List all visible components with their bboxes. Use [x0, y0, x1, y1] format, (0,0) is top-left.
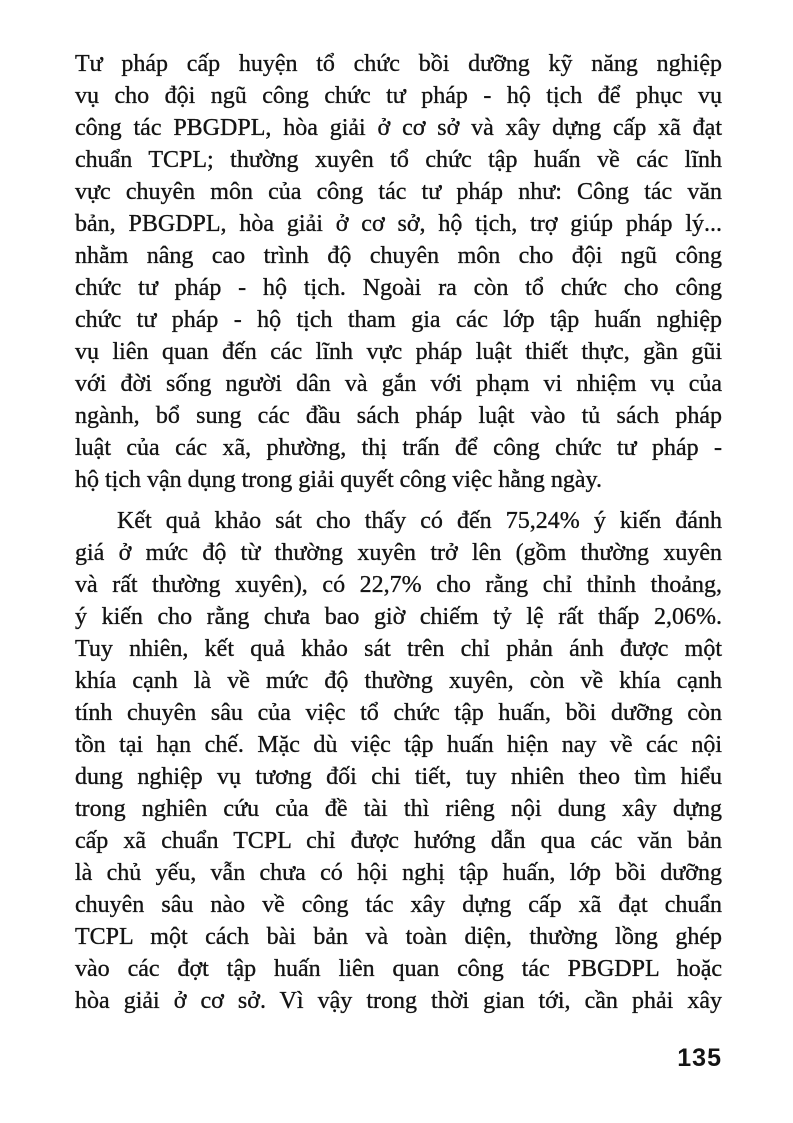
- text-line: với đời sống người dân và gắn với phạm vi nhiệm vụ của: [75, 371, 722, 397]
- text-line: chuyên sâu nào về công tác xây dựng cấp xã đạt chuẩn: [75, 892, 722, 918]
- text-line: hòa giải ở cơ sở. Vì vậy trong thời gian tới, cần phải xây: [75, 988, 722, 1014]
- text-line: nhằm nâng cao trình độ chuyên môn cho đội ngũ công: [75, 243, 722, 269]
- text-line: bản, PBGDPL, hòa giải ở cơ sở, hộ tịch, trợ giúp pháp lý...: [75, 211, 722, 237]
- text-line: ý kiến cho rằng chưa bao giờ chiếm tỷ lệ rất thấp 2,06%.: [75, 604, 722, 630]
- text-line: Tư pháp cấp huyện tổ chức bồi dưỡng kỹ năng nghiệp: [75, 51, 722, 77]
- text-line: vụ liên quan đến các lĩnh vực pháp luật thiết thực, gần gũi: [75, 339, 722, 365]
- text-line: khía cạnh là về mức độ thường xuyên, còn về khía cạnh: [75, 668, 722, 694]
- text-line: hộ tịch vận dụng trong giải quyết công việc hằng ngày.: [75, 467, 602, 493]
- paragraph: [75, 505, 722, 1017]
- text-line: chuẩn TCPL; thường xuyên tổ chức tập huấn về các lĩnh: [75, 147, 722, 173]
- text-line: ngành, bổ sung các đầu sách pháp luật vào tủ sách pháp: [75, 403, 722, 429]
- text-line: giá ở mức độ từ thường xuyên trở lên (gồm thường xuyên: [75, 540, 722, 566]
- text-line: trong nghiên cứu của đề tài thì riêng nội dung xây dựng: [75, 796, 722, 822]
- paragraph: [75, 48, 722, 496]
- text-line: vực chuyên môn của công tác tư pháp như: Công tác văn: [75, 179, 722, 205]
- page-number: 135: [677, 1044, 722, 1072]
- text-line: chức tư pháp - hộ tịch. Ngoài ra còn tổ chức cho công: [75, 275, 722, 301]
- text-line: vụ cho đội ngũ công chức tư pháp - hộ tịch để phục vụ: [75, 83, 722, 109]
- text-line: tồn tại hạn chế. Mặc dù việc tập huấn hiện nay về các nội: [75, 732, 722, 758]
- text-line: tính chuyên sâu của việc tổ chức tập huấn, bồi dưỡng còn: [75, 700, 722, 726]
- text-line: công tác PBGDPL, hòa giải ở cơ sở và xây dựng cấp xã đạt: [75, 115, 722, 141]
- body-text-block: [75, 48, 722, 1017]
- text-line: và rất thường xuyên), có 22,7% cho rằng chỉ thỉnh thoảng,: [75, 572, 722, 598]
- text-line: cấp xã chuẩn TCPL chỉ được hướng dẫn qua các văn bản: [75, 828, 722, 854]
- text-line: luật của các xã, phường, thị trấn để công chức tư pháp -: [75, 435, 722, 461]
- text-line: là chủ yếu, vẫn chưa có hội nghị tập huấn, lớp bồi dưỡng: [75, 860, 722, 886]
- text-line: chức tư pháp - hộ tịch tham gia các lớp tập huấn nghiệp: [75, 307, 722, 333]
- text-line: vào các đợt tập huấn liên quan công tác PBGDPL hoặc: [75, 956, 722, 982]
- text-line: Kết quả khảo sát cho thấy có đến 75,24% ý kiến đánh: [117, 508, 722, 534]
- text-line: dung nghiệp vụ tương đối chi tiết, tuy nhiên theo tìm hiểu: [75, 764, 722, 790]
- text-line: Tuy nhiên, kết quả khảo sát trên chỉ phản ánh được một: [75, 636, 722, 662]
- text-line: TCPL một cách bài bản và toàn diện, thường lồng ghép: [75, 924, 722, 950]
